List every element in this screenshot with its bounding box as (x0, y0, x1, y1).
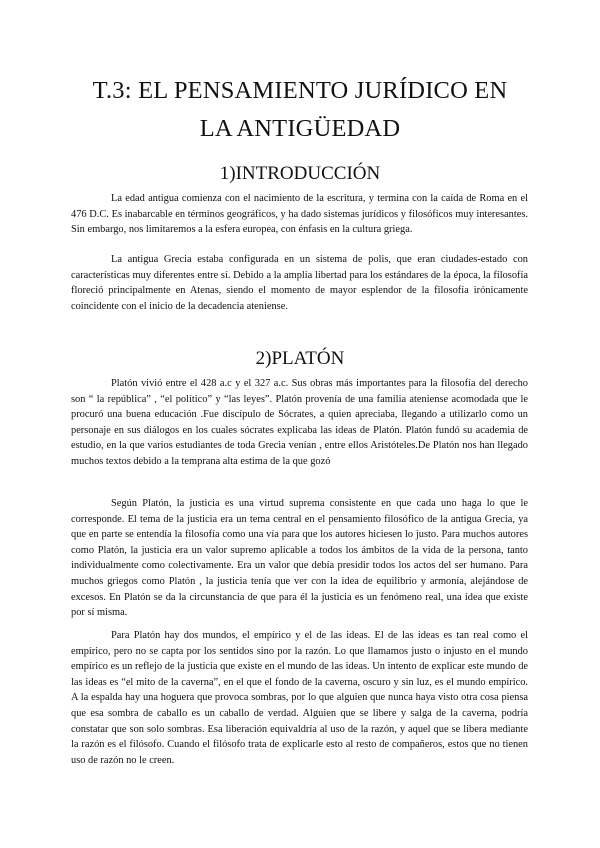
paragraph-platon-1: Platón vivió entre el 428 a.c y el 327 a.c. Sus obras más importantes para la filosofía del derecho son “ la república” , “el político” y “las leyes”. Platón provenía de una familia ateniense acomodada que le procuró una buena educación .Fue discípulo de Sócrates, a quien apreciaba, llegando a utilizarlo como un personaje en sus diálogos en los cuales sócrates explicaba las ideas de Platón. Platón fundó su academia de estudio, en la que varios estudiantes de toda Grecia venían , entre ellos Aristóteles.De Platón nos han llegado muchos textos debido a la temprana alta estima de la que gozó (71, 378, 528, 467)
paragraph-intro-2: La antigua Grecia estaba configurada en un sistema de polis, que eran ciudades-estado con características muy diferentes entre sí. Debido a la amplia libertad para los estándares de la época, la filosofía floreció principalmente en Atenas, siendo el momento de mayor esplendor de la filosofía irónicamente coincidente con el inicio de la decadencia ateniense. (71, 254, 528, 312)
section-heading-introduccion: 1)INTRODUCCIÓN (219, 163, 381, 184)
paragraph-intro-1: La edad antigua comienza con el nacimiento de la escritura, y termina con la caída de Roma en el 476 D.C. Es inabarcable en términos geográficos, y ha dado sistemas jurídicos y filosóficos muy interesantes. Sin embargo, nos limitaremos a la esfera europea, con énfasis en la cultura griega. (71, 193, 528, 236)
document-title-line-2: LA ANTIGÜEDAD (199, 115, 401, 142)
paragraph-platon-3: Para Platón hay dos mundos, el empírico y el de las ideas. El de las ideas es tan real como el empírico, pero no se capta por los sentidos sino por la razón. Lo que llamamos justo o injusto en el mundo empírico es un reflejo de la justicia que existe en el mundo de las ideas. Un intento de explicar este mundo de las ideas es “el mito de la caverna”, en el que el fondo de la caverna, oscuro y sin luz, es el mundo empírico. A la espalda hay una hoguera que provoca sombras, por lo que alguien que nunca haya visto otra cosa piensa que esa sombra de caballo es un caballo de verdad. Alguien que se libere y salga de la caverna, podría constatar que son solo sombras. Esa liberación equivaldría al uso de la razón, y aquel que se libera mediante la razón es el filósofo. Cuando el filósofo trata de explicarle esto al resto de compañeros, estos que no tienen uso de razón no le creen. (71, 630, 528, 766)
paragraph-platon-2: Según Platón, la justicia es una virtud suprema consistente en que cada uno haga lo que le corresponde. El tema de la justicia era un tema central en el pensamiento filosófico de la antigua Grecia, ya que en parte se entendía la filosofía como una vía para que los autores hiciesen lo justo. Para muchos autores como Platón, la justicia era un valor supremo aplicable a todos los ámbitos de la vida de la persona, tanto individualmente como colectivamente. Era un valor que debía presidir todos los actos del ser humano. Para muchos griegos como Platón , la justicia tenía que ver con la idea de equilibrio y armonía, alejándose de excesos. En Platón se da la circunstancia de que para él la justicia es un fenómeno real, una idea que existe por sí misma. (71, 498, 528, 619)
section-heading-platon: 2)PLATÓN (255, 348, 345, 369)
document-title-line-1: T.3: EL PENSAMIENTO JURÍDICO EN (92, 77, 508, 104)
document-title (60, 72, 540, 148)
